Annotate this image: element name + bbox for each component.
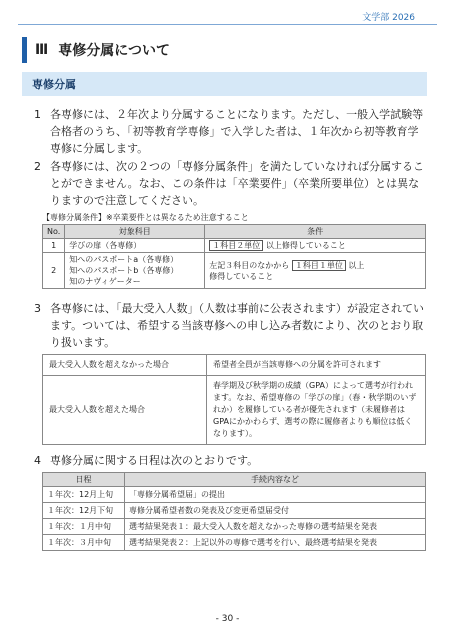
cell-date: １年次：12月下旬 [43,503,125,519]
paragraph-text: 各専修には、「最大受入人数」（人数は事前に公表されます）が設定されています。ついては、希望する当該専修への申し込み者数により、次のとおり取り扱います。 [50,302,424,349]
conditions-table [42,224,426,289]
cell-case: 最大受入人数を超えなかった場合 [43,355,207,376]
chapter-heading [22,36,427,64]
table-row [43,535,426,551]
table-header-row [43,225,426,239]
capacity-table [42,354,426,445]
col-header-subject: 対象科目 [65,225,205,239]
paragraph-text: 各専修には、２年次より分属することになります。ただし、一般入学試験等合格者のうち、「初等教育学専修」で入学した者は、１年次から初等教育学専修に分属します。 [50,108,424,155]
condition-highlight: １科目１単位 [292,260,346,271]
schedule-table [42,472,426,551]
cell-date: １年次：３月中旬 [43,535,125,551]
cell-subject: 学びの扉（各専修） [65,239,205,253]
table-row [43,376,426,445]
table-row [43,239,426,253]
table-row [43,519,426,535]
paragraph-number: 1 [34,108,41,121]
paragraph-text: 各専修には、次の２つの「専修分属条件」を満たしていなければ分属することができません。なお、この条件は「卒業要件」（卒業所要単位）とは異なりますので注意してください。 [50,160,424,207]
chapter-accent-bar [22,37,27,63]
condition-text: 左記３科目のなかから [209,260,290,270]
header-label: 文学部 2026 [362,13,415,23]
col-header-condition: 条件 [205,225,426,239]
cell-date: １年次：１月中旬 [43,519,125,535]
cell-content: 専修分属希望者数の発表及び変更希望届受付 [125,503,426,519]
conditions-note: 【専修分属条件】※卒業要件とは異なるため注意すること [42,213,249,222]
paragraph-2 [34,158,429,209]
table-row [43,355,426,376]
cell-condition [205,239,426,253]
section-heading [22,72,427,96]
cell-content: 選考結果発表１：最大受入人数を超えなかった専修の選考結果を発表 [125,519,426,535]
paragraph-3 [34,300,429,351]
subject-line: 知へのパスポートb（各専修） [69,266,179,275]
cell-content: 「専修分属希望届」の提出 [125,487,426,503]
chapter-number: Ⅲ [35,42,49,58]
cell-no: 2 [43,253,65,289]
cell-case: 最大受入人数を超えた場合 [43,376,207,445]
header-rule [18,24,437,25]
paragraph-1 [34,106,429,157]
table-row [43,253,426,289]
table-row [43,503,426,519]
paragraph-text: 専修分属に関する日程は次のとおりです。 [50,454,259,467]
cell-date: １年次：12月上旬 [43,487,125,503]
condition-highlight: １科目２単位 [209,240,263,251]
paragraph-number: 2 [34,160,41,173]
section-title: 専修分属 [32,78,76,91]
page-number: - 30 - [215,614,240,624]
col-header-content: 手続内容など [125,473,426,487]
cell-handling: 希望者全員が当該専修への分属を許可されます [207,355,426,376]
cell-content: 選考結果発表２：上記以外の専修で選考を行い、最終選考結果を発表 [125,535,426,551]
paragraph-number: 4 [34,454,41,467]
subject-line: 知のナヴィゲーター [69,277,141,286]
chapter-title: 専修分属について [58,43,170,59]
col-header-no: No. [43,225,65,239]
condition-text: 以上 [348,260,365,270]
condition-text: 修得していること [209,271,274,281]
cell-no: 1 [43,239,65,253]
paragraph-4 [34,452,429,469]
paragraph-number: 3 [34,302,41,315]
cell-condition [205,253,426,289]
table-row [43,487,426,503]
table-header-row [43,473,426,487]
subject-line: 知へのパスポートa（各専修） [69,255,179,264]
condition-text: 以上修得していること [265,241,346,250]
cell-handling: 春学期及び秋学期の成績（GPA）によって選考が行われます。なお、希望専修の「学びの扉」（春・秋学期のいずれか）を履修している者が優先されます（未履修者はGPAにかかわらず、選考の際に履修者よりも順位は低くなります）。 [207,376,426,445]
col-header-date: 日程 [43,473,125,487]
cell-subject [65,253,205,289]
